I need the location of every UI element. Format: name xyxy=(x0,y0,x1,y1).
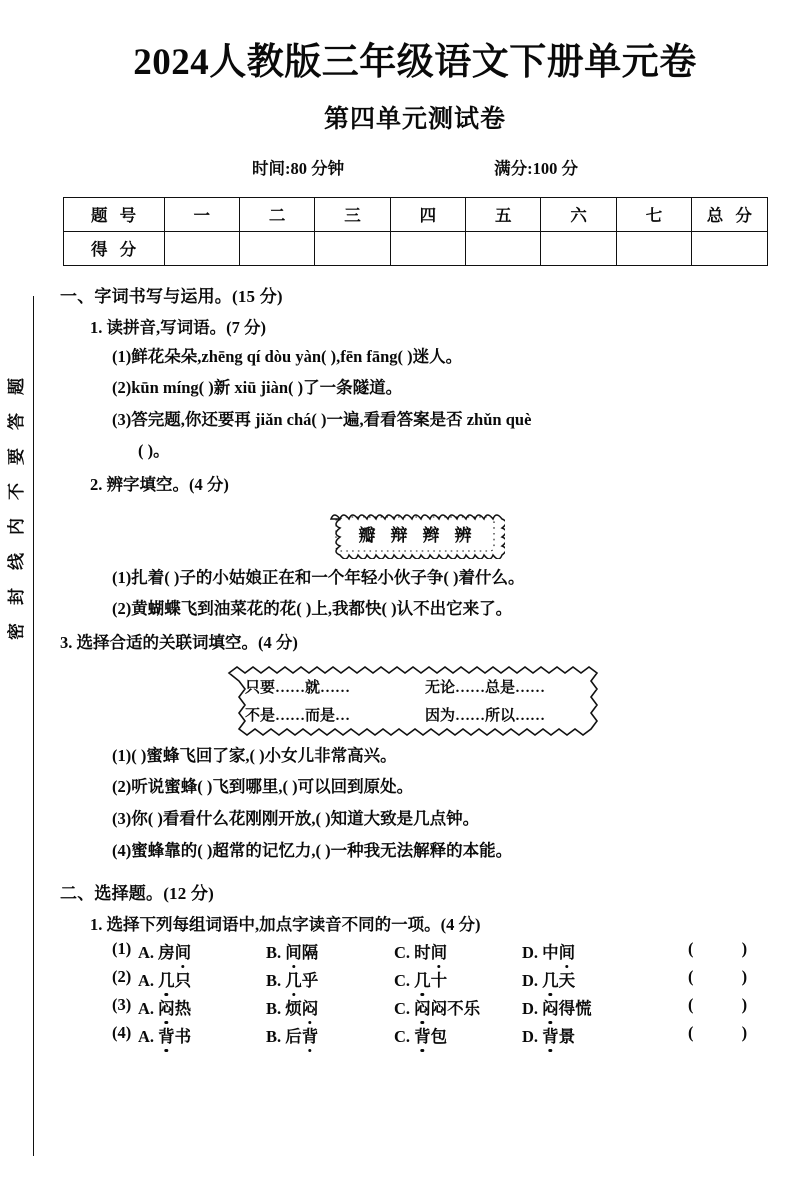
question-1-3-item: (4)蜜蜂靠的( )超常的记忆力,( )一种我无法解释的本能。 xyxy=(112,840,513,860)
conjunction-list xyxy=(221,665,609,737)
exam-meta xyxy=(60,155,770,179)
score-table-wrap xyxy=(60,197,770,266)
mc-option-c[interactable]: C. 背包 xyxy=(394,1023,522,1047)
seal-char: 要 xyxy=(6,448,26,465)
dotted-char: 间 xyxy=(431,939,448,963)
score-col-header: 七 xyxy=(616,197,691,231)
question-1-2-title: 2. 辨字填空。(4 分) xyxy=(90,474,229,494)
exam-paper xyxy=(34,0,800,1179)
question-1-1-title: 1. 读拼音,写词语。(7 分) xyxy=(90,317,266,337)
dotted-char: 几 xyxy=(285,967,302,991)
seal-char: 内 xyxy=(6,518,26,535)
score-cell[interactable] xyxy=(164,231,239,265)
mc-option-b[interactable]: B. 几乎 xyxy=(266,967,394,991)
conjunction-box-wrap xyxy=(60,665,770,737)
dotted-char: 闷 xyxy=(414,995,431,1019)
score-col-header: 五 xyxy=(466,197,541,231)
dotted-char: 间 xyxy=(175,939,192,963)
dotted-char: 几 xyxy=(542,967,559,991)
mc-option-b[interactable]: B. 后背 xyxy=(266,1023,394,1047)
multiple-choice-row xyxy=(60,1023,770,1047)
mc-option-b[interactable]: B. 烦闷 xyxy=(266,995,394,1019)
char-option: 瓣 xyxy=(358,526,376,546)
score-col-header: 三 xyxy=(315,197,390,231)
question-1-3-item: (1)( )蜜蜂飞回了家,( )小女儿非常高兴。 xyxy=(112,745,397,765)
char-choice-box xyxy=(325,509,505,559)
table-row-scores xyxy=(63,231,767,265)
dotted-char: 间 xyxy=(559,939,576,963)
mc-option-d[interactable]: D. 中间 xyxy=(522,939,650,963)
section-heading-1: 一、字词书写与运用。(15 分) xyxy=(60,286,283,306)
mc-option-d[interactable]: D. 背景 xyxy=(522,1023,650,1047)
exam-total-score: 满分:100 分 xyxy=(494,158,578,178)
question-2-1-title: 1. 选择下列每组词语中,加点字读音不同的一项。(4 分) xyxy=(90,915,481,935)
mc-option-d[interactable]: D. 闷得慌 xyxy=(522,995,650,1019)
dotted-char: 背 xyxy=(542,1023,559,1047)
score-cell[interactable] xyxy=(616,231,691,265)
question-1-2-item: (1)扎着( )子的小姑娘正在和一个年轻小伙子争( )着什么。 xyxy=(112,567,525,587)
mc-number: (3) xyxy=(112,995,132,1015)
mc-option-a[interactable]: A. 房间 xyxy=(138,939,266,963)
mc-number: (2) xyxy=(112,967,132,987)
mc-number: (4) xyxy=(112,1023,132,1043)
score-cell[interactable] xyxy=(239,231,314,265)
score-cell-total[interactable] xyxy=(692,231,767,265)
score-col-header: 二 xyxy=(239,197,314,231)
dotted-char: 闷 xyxy=(158,995,175,1019)
dotted-char: 几 xyxy=(414,967,431,991)
multiple-choice-row xyxy=(60,967,770,991)
question-1-1-item: (3)答完题,你还要再 jiǎn chá( )一遍,看看答案是否 zhǔn què xyxy=(112,409,532,429)
question-1-1-item: (2)kūn míng( )新 xiū jiàn( )了一条隧道。 xyxy=(112,378,403,398)
score-col-header: 六 xyxy=(541,197,616,231)
dotted-char: 几 xyxy=(158,967,175,991)
mc-answer-blank[interactable]: ( ) xyxy=(688,995,770,1015)
score-row-label: 得 分 xyxy=(63,231,164,265)
mc-option-c[interactable]: C. 时间 xyxy=(394,939,522,963)
conjunction-row xyxy=(245,704,585,725)
seal-char: 题 xyxy=(6,378,26,395)
dotted-char: 间 xyxy=(285,939,302,963)
mc-option-d[interactable]: D. 几天 xyxy=(522,967,650,991)
dotted-char: 背 xyxy=(414,1023,431,1047)
score-cell[interactable] xyxy=(315,231,390,265)
mc-option-c[interactable]: C. 几十 xyxy=(394,967,522,991)
question-1-3-item: (3)你( )看看什么花刚刚开放,( )知道大致是几点钟。 xyxy=(112,809,480,829)
table-row-question-numbers xyxy=(63,197,767,231)
score-cell[interactable] xyxy=(390,231,465,265)
seal-char: 不 xyxy=(6,483,26,500)
conjunction-option: 不是……而是… xyxy=(245,708,351,725)
exam-time: 时间:80 分钟 xyxy=(252,158,345,178)
conjunction-option: 无论……总是…… xyxy=(425,680,546,697)
question-1-2-item: (2)黄蝴蝶飞到油菜花的花( )上,我都快( )认不出它来了。 xyxy=(112,599,513,619)
char-choice-list xyxy=(325,509,505,559)
score-col-header: 四 xyxy=(390,197,465,231)
dotted-char: 闷 xyxy=(542,995,559,1019)
dotted-char: 背 xyxy=(158,1023,175,1047)
conjunction-row xyxy=(245,676,585,697)
multiple-choice-row xyxy=(60,995,770,1019)
mc-option-b[interactable]: B. 间隔 xyxy=(266,939,394,963)
mc-option-a[interactable]: A. 背书 xyxy=(138,1023,266,1047)
question-1-1-item: (1)鲜花朵朵,zhēng qí dòu yàn( ),fēn fāng( )迷人。 xyxy=(112,346,463,366)
seal-char: 答 xyxy=(6,413,26,430)
score-col-header-total: 总 分 xyxy=(692,197,767,231)
conjunction-option: 因为……所以…… xyxy=(425,708,546,725)
score-table xyxy=(63,197,768,266)
seal-char: 线 xyxy=(6,553,26,570)
dotted-char: 闷 xyxy=(302,995,319,1019)
conjunction-option: 只要……就…… xyxy=(245,680,351,697)
score-cell[interactable] xyxy=(466,231,541,265)
char-option: 辨 xyxy=(454,526,472,546)
page-title: 2024人教版三年级语文下册单元卷 xyxy=(133,42,697,83)
mc-answer-blank[interactable]: ( ) xyxy=(688,939,770,959)
question-1-3-item: (2)听说蜜蜂( )飞到哪里,( )可以回到原处。 xyxy=(112,777,414,797)
dotted-char: 背 xyxy=(302,1023,319,1047)
char-choice-box-wrap xyxy=(60,509,770,559)
score-row-label: 题 号 xyxy=(63,197,164,231)
question-1-3-title: 3. 选择合适的关联词填空。(4 分) xyxy=(60,632,298,652)
page-subtitle: 第四单元测试卷 xyxy=(323,105,506,133)
score-cell[interactable] xyxy=(541,231,616,265)
mc-option-a[interactable]: A. 几只 xyxy=(138,967,266,991)
score-col-header: 一 xyxy=(164,197,239,231)
question-1-1-item-cont: ( )。 xyxy=(138,441,170,461)
mc-answer-blank[interactable]: ( ) xyxy=(688,967,770,987)
mc-number: (1) xyxy=(112,939,132,959)
multiple-choice-row xyxy=(60,939,770,963)
conjunction-box xyxy=(221,665,609,737)
seal-margin xyxy=(0,0,34,1179)
mc-option-a[interactable]: A. 闷热 xyxy=(138,995,266,1019)
seal-char: 密 xyxy=(6,623,26,640)
section-heading-2: 二、选择题。(12 分) xyxy=(60,884,214,904)
seal-vertical-text xyxy=(2,378,30,640)
seal-char: 封 xyxy=(6,588,26,605)
char-option: 辫 xyxy=(422,526,440,546)
mc-answer-blank[interactable]: ( ) xyxy=(688,1023,770,1043)
char-option: 辩 xyxy=(390,526,408,546)
mc-option-c[interactable]: C. 闷闷不乐 xyxy=(394,995,522,1019)
